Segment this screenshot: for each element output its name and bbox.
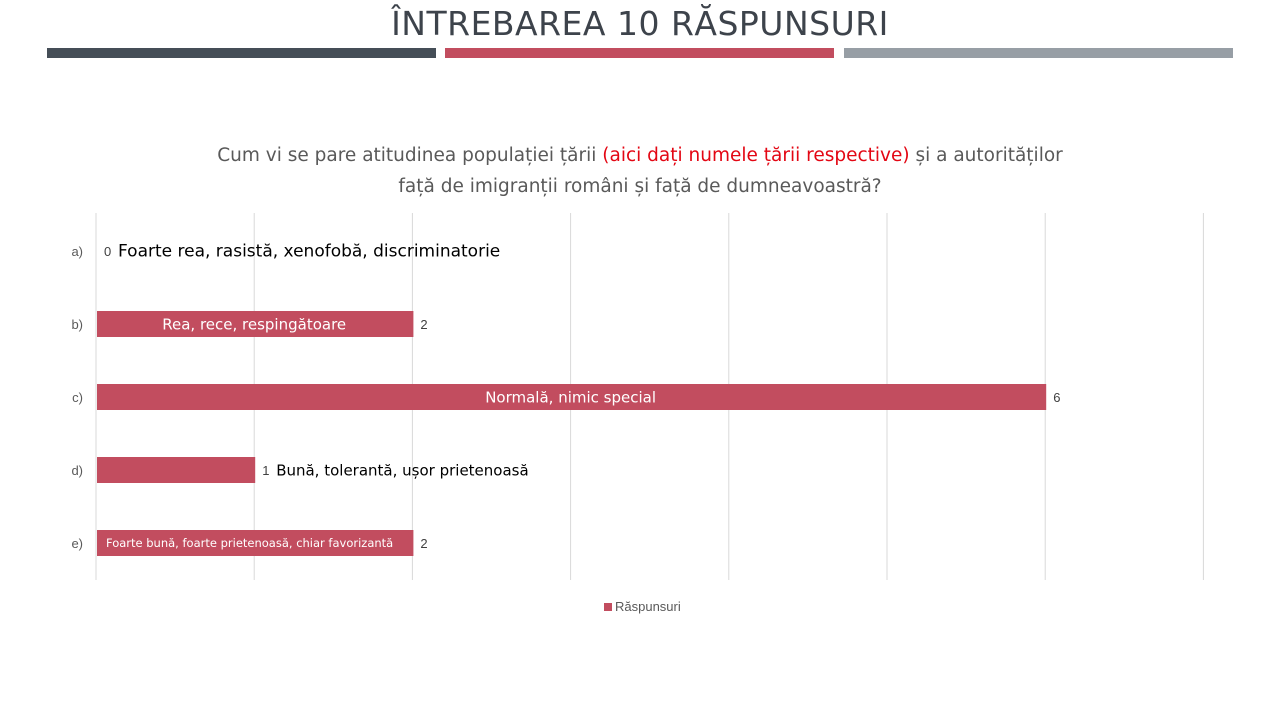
data-label: 1 — [262, 463, 270, 478]
data-label: 6 — [1053, 390, 1061, 405]
data-label: 0 — [104, 244, 112, 259]
legend-label: Răspunsuri — [615, 599, 681, 614]
chart-title-highlight: (aici dați numele țării respective) — [602, 145, 910, 166]
slide-title: ÎNTREBAREA 10 RĂSPUNSURI — [391, 4, 889, 43]
bar-label: Foarte bună, foarte prietenoasă, chiar favorizantă — [106, 536, 394, 550]
chart-title-part-1: Cum vi se pare atitudinea populației țării — [217, 145, 603, 166]
bar-label: Bună, tolerantă, ușor prietenoasă — [276, 461, 529, 480]
data-label: 2 — [420, 536, 428, 551]
category-label: e) — [71, 536, 83, 551]
category-label: c) — [72, 390, 83, 405]
category-label: a) — [71, 244, 83, 259]
chart-title-part-3: și a autorităților față de imigranții români și față de dumneavoastră? — [398, 145, 1063, 197]
data-label: 2 — [420, 317, 428, 332]
category-label: d) — [71, 463, 83, 478]
bar-label: Rea, rece, respingătoare — [162, 315, 347, 334]
bar — [97, 457, 255, 483]
bar-label: Normală, nimic special — [485, 388, 657, 407]
legend-swatch — [604, 603, 612, 611]
category-label: b) — [71, 317, 83, 332]
bar-label: Foarte rea, rasistă, xenofobă, discriminatorie — [118, 241, 501, 262]
